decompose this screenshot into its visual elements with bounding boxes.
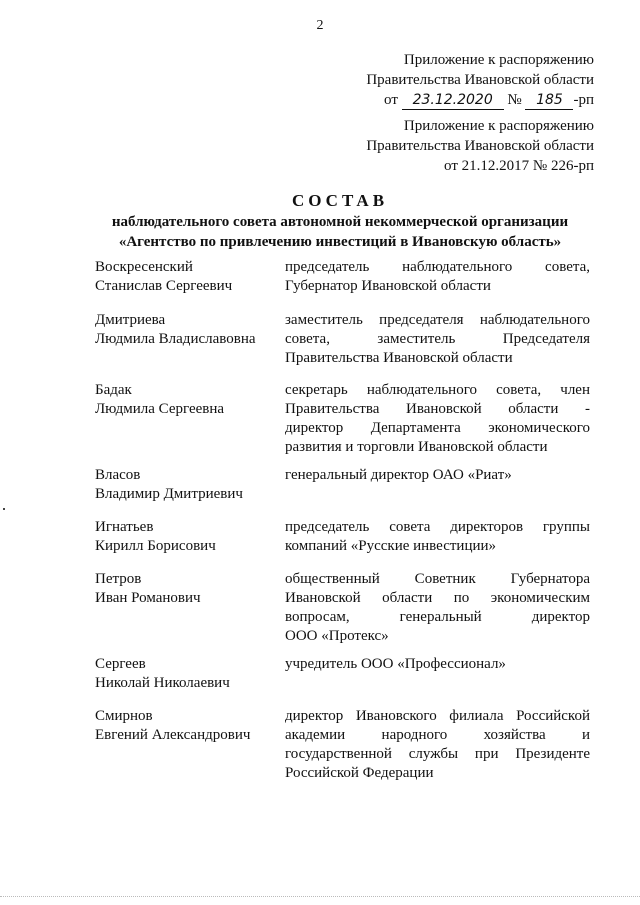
member-given-name: Станислав Сергеевич [95, 278, 233, 294]
member-name [95, 570, 280, 608]
appendix-line: от 21.12.2017 № 226-рп [444, 158, 594, 174]
appendix-header-current [366, 50, 594, 110]
role-line: учредитель ООО «Профессионал» [285, 656, 506, 672]
member-surname: Дмитриева [95, 312, 166, 328]
member-surname: Игнатьев [95, 519, 154, 535]
document-heading [40, 190, 640, 252]
role-line: директор Департамента экономического [285, 420, 590, 436]
role-line: общественный Советник Губернатора [285, 571, 590, 587]
appendix-line: Правительства Ивановской области [366, 72, 594, 88]
member-surname: Воскресенский [95, 259, 193, 275]
role-line: председатель наблюдательного совета, [285, 259, 590, 275]
member-role [285, 258, 590, 296]
appendix-date-line [366, 90, 594, 110]
number-suffix: -рп [573, 92, 594, 108]
member-surname: Сергеев [95, 656, 146, 672]
role-line: ООО «Протекс» [285, 628, 389, 644]
member-surname: Бадак [95, 382, 132, 398]
member-surname: Власов [95, 467, 141, 483]
member-role [285, 707, 590, 783]
member-role [285, 655, 590, 674]
member-given-name: Людмила Сергеевна [95, 401, 225, 417]
member-role [285, 381, 590, 457]
member-name [95, 518, 280, 556]
member-name [95, 707, 280, 745]
role-line: государственной службы при Президенте [285, 746, 590, 762]
member-name [95, 258, 280, 296]
member-name [95, 466, 280, 504]
role-line: вопросам, генеральный директор [285, 609, 590, 625]
appendix-header-original [366, 116, 594, 176]
member-role [285, 466, 590, 485]
member-given-name: Николай Николаевич [95, 675, 230, 691]
role-line: компаний «Русские инвестиции» [285, 538, 497, 554]
member-given-name: Людмила Владиславовна [95, 331, 256, 347]
member-role [285, 570, 590, 646]
handwritten-number: 185 [525, 92, 573, 110]
member-surname: Смирнов [95, 708, 153, 724]
role-line: Губернатор Ивановской области [285, 278, 491, 294]
scan-edge-noise [0, 896, 640, 898]
appendix-line: Приложение к распоряжению [403, 118, 594, 134]
handwritten-date: 23.12.2020 [402, 92, 504, 110]
role-line: совета, заместитель Председателя [285, 331, 590, 347]
member-name [95, 655, 280, 693]
role-line: Правительства Ивановской области [285, 350, 513, 366]
role-line: академии народного хозяйства и [285, 727, 590, 743]
member-given-name: Евгений Александрович [95, 727, 251, 743]
heading-organization: «Агентство по привлечению инвестиций в Ивановскую область» [118, 234, 562, 250]
member-given-name: Кирилл Борисович [95, 538, 216, 554]
role-line: секретарь наблюдательного совета, член [285, 382, 590, 398]
page-number: 2 [316, 18, 324, 33]
role-line: генеральный директор ОАО «Риат» [285, 467, 512, 483]
role-line: заместитель председателя наблюдательного [285, 312, 590, 328]
role-line: председатель совета директоров группы [285, 519, 590, 535]
role-line: Ивановской области по экономическим [285, 590, 590, 606]
role-line: развития и торговли Ивановской области [285, 439, 548, 455]
number-sign: № [507, 92, 522, 108]
member-role [285, 518, 590, 556]
member-name [95, 381, 280, 419]
member-given-name: Владимир Дмитриевич [95, 486, 243, 502]
role-line: директор Ивановского филиала Российской [285, 708, 590, 724]
role-line: Российской Федерации [285, 765, 434, 781]
role-line: Правительства Ивановской области - [285, 401, 590, 417]
member-role [285, 311, 590, 368]
appendix-line: Правительства Ивановской области [366, 138, 594, 154]
heading-title: СОСТАВ [291, 191, 389, 210]
appendix-line: Приложение к распоряжению [403, 52, 594, 68]
scan-speck [3, 508, 5, 510]
member-surname: Петров [95, 571, 142, 587]
heading-subtitle: наблюдательного совета автономной некоммерческой организации [111, 214, 569, 230]
member-name [95, 311, 280, 349]
date-prefix: от [384, 92, 398, 108]
member-given-name: Иван Романович [95, 590, 201, 606]
